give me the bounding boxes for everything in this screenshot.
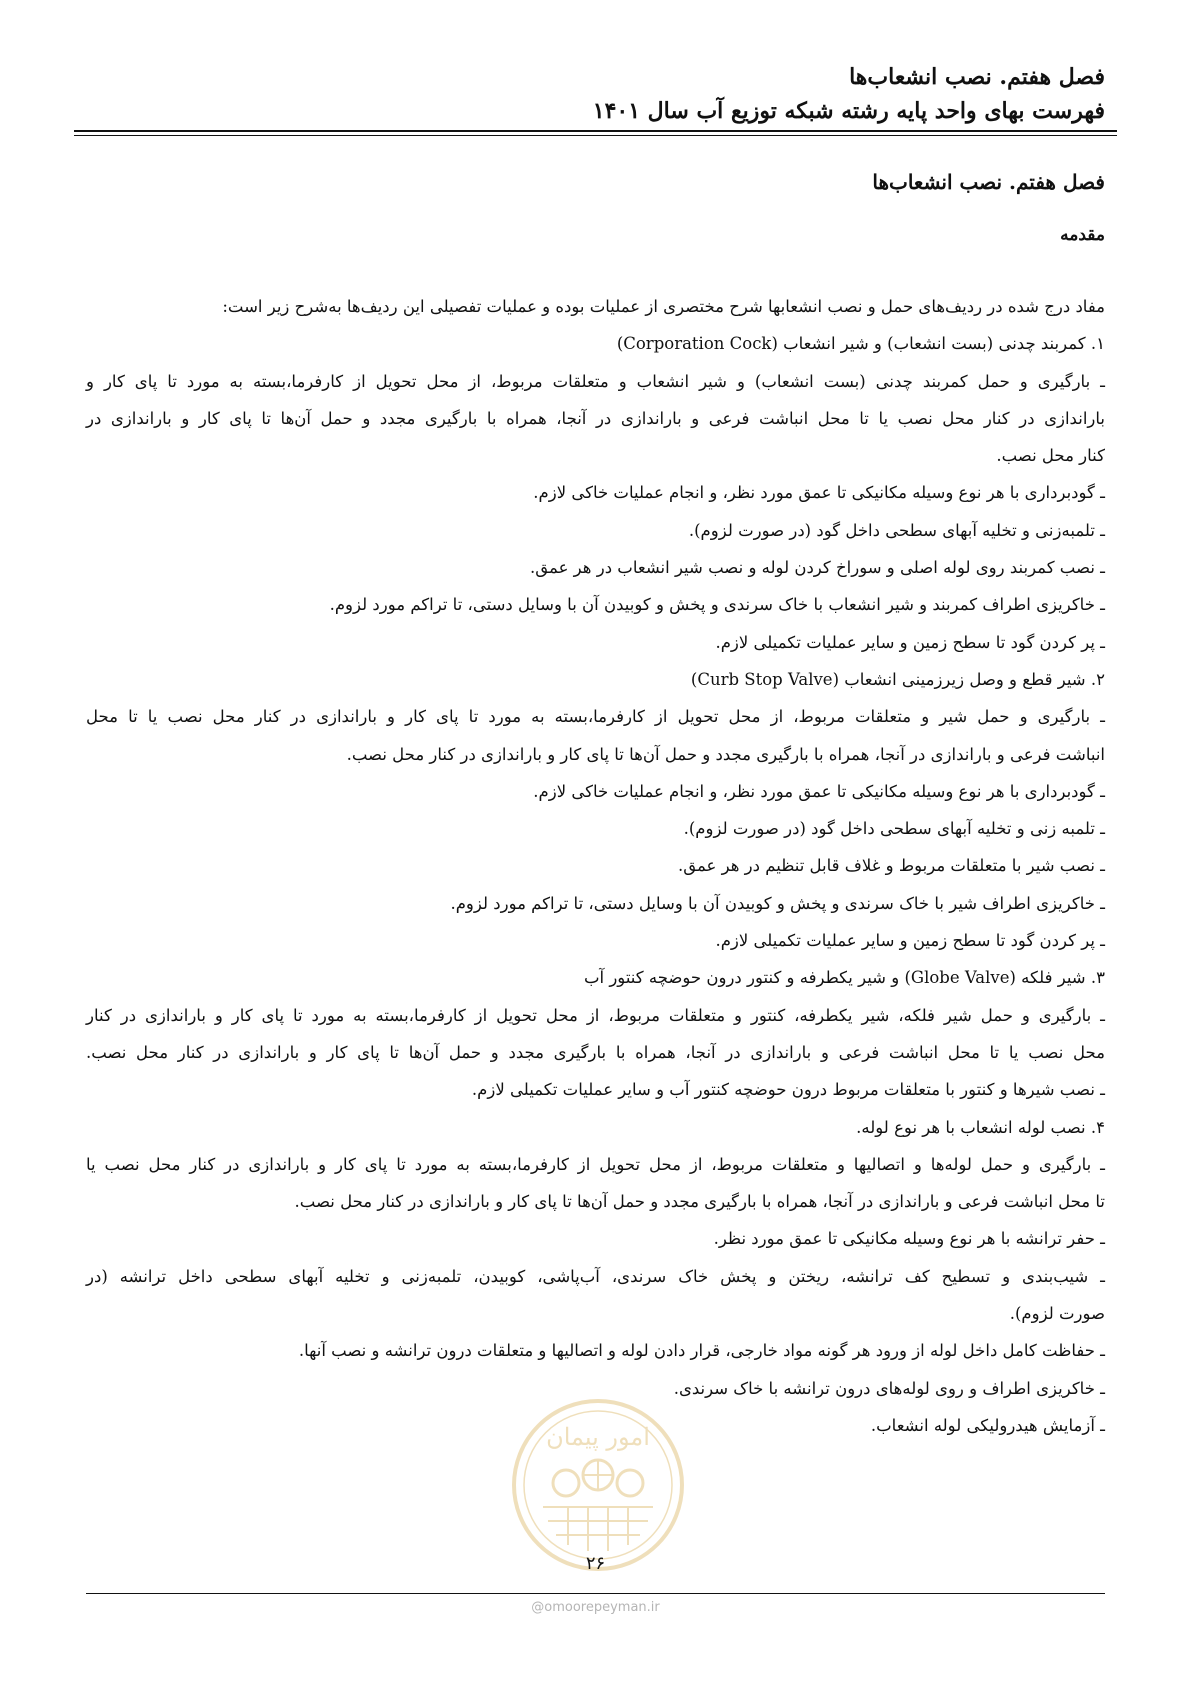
bullet-line: ـ آزمایش هیدرولیکی لوله انشعاب. — [870, 1415, 1105, 1435]
bullet-line: ـ نصب شیر با متعلقات مربوط و غلاف قابل تنظیم در هر عمق. — [678, 856, 1105, 876]
footer-rule — [86, 1593, 1105, 1594]
chapter-title: فصل هفتم. نصب انشعاب‌ها — [872, 170, 1105, 194]
text-line: ـ بارگیری و حمل شیر و متعلقات مربوط، از محل تحویل از کارفرما،بسته به مورد تا پای کار و باراندازی در کنار محل نصب یا تا محل — [86, 707, 1105, 727]
text-line: محل نصب یا تا محل انباشت فرعی و باراندازی در آنجا، همراه با بارگیری مجدد و حمل آن‌ها تا پای کار و باراندازی در کنار محل نصب. — [86, 1042, 1105, 1062]
header-rule-thin — [74, 135, 1117, 136]
text-line: تا محل انباشت فرعی و باراندازی در آنجا، همراه با بارگیری مجدد و حمل آن‌ها تا پای کار و باراندازی در کنار محل نصب. — [294, 1192, 1105, 1212]
bullet-line: ـ خاکریزی اطراف و روی لوله‌های درون ترانشه با خاک سرندی. — [673, 1378, 1105, 1398]
text-line: باراندازی در کنار محل نصب یا تا محل انباشت فرعی و باراندازی در آنجا، همراه با بارگیری مجدد و حمل آن‌ها تا پای کار و باراندازی در — [86, 408, 1105, 428]
body-text — [86, 288, 1105, 1444]
header-rule-thick — [74, 130, 1117, 132]
text-line: ـ بارگیری و حمل شیر فلکه، شیر یکطرفه، کنتور و متعلقات مربوط، از محل تحویل از کارفرما،بسته به مورد تا پای کار و باراندازی در کنار — [86, 1005, 1105, 1025]
bullet-line: ـ تلمبه‌زنی و تخلیه آبهای سطحی داخل گود (در صورت لزوم). — [688, 520, 1105, 540]
bullet-line: ـ خاکریزی اطراف شیر با خاک سرندی و پخش و کوبیدن آن با وسایل دستی، تا تراکم مورد لزوم. — [450, 893, 1105, 913]
bullet-line: ـ گودبرداری با هر نوع وسیله مکانیکی تا عمق مورد نظر، و انجام عملیات خاکی لازم. — [533, 781, 1105, 801]
bullet-line: ـ نصب کمربند روی لوله اصلی و سوراخ کردن لوله و نصب شیر انشعاب در هر عمق. — [530, 558, 1105, 578]
item-1-heading: ۱. کمربند چدنی (بست انشعاب) و شیر انشعاب (Corporation Cock) — [616, 334, 1105, 354]
bullet-line: ـ حفاظت کامل داخل لوله از ورود هر گونه مواد خارجی، قرار دادن لوله و اتصالیها و متعلقات درون ترانشه و نصب آنها. — [298, 1341, 1105, 1361]
bullet-line: ـ حفر ترانشه با هر نوع وسیله مکانیکی تا عمق مورد نظر. — [713, 1229, 1105, 1249]
text-line: ـ بارگیری و حمل لوله‌ها و اتصالیها و متعلقات مربوط، از محل تحویل از کارفرما،بسته به مورد تا پای کار و باراندازی در کنار محل نصب یا — [86, 1154, 1105, 1174]
section-title: مقدمه — [1060, 225, 1105, 245]
item-4-heading: ۴. نصب لوله انشعاب با هر نوع لوله. — [856, 1117, 1105, 1137]
bullet-line: ـ نصب شیرها و کنتور با متعلقات مربوط درون حوضچه کنتور آب و سایر عملیات تکمیلی لازم. — [471, 1080, 1105, 1100]
page-number: ۲۶ — [585, 1553, 606, 1574]
running-header-title: فهرست بهای واحد پایه رشته شبکه توزیع آب سال ۱۴۰۱ — [592, 98, 1105, 124]
item-3-heading: ۳. شیر فلکه (Globe Valve) و شیر یکطرفه و کنتور درون حوضچه کنتور آب — [583, 968, 1105, 988]
bullet-line: ـ خاکریزی اطراف کمربند و شیر انشعاب با خاک سرندی و پخش و کوبیدن آن با وسایل دستی، تا تراکم مورد لزوم. — [329, 595, 1105, 615]
text-line: ـ شیب‌بندی و تسطیح کف ترانشه، ریختن و پخش خاک سرندی، آب‌پاشی، کوبیدن، تلمبه‌زنی و تخلیه آبهای سطحی داخل ترانشه (در — [86, 1266, 1105, 1286]
bullet-line: ـ پر کردن گود تا سطح زمین و سایر عملیات تکمیلی لازم. — [715, 632, 1105, 652]
text-line: کنار محل نصب. — [996, 446, 1105, 466]
watermark-url: @omoorepeyman.ir — [531, 1600, 660, 1615]
watermark-seal-icon — [508, 1395, 688, 1575]
text-line: ـ بارگیری و حمل کمربند چدنی (بست انشعاب) و شیر انشعاب و متعلقات مربوط، از محل تحویل از کارفرما،بسته به مورد تا پای کار و — [86, 371, 1105, 391]
seal-text: امور پیمان — [546, 1423, 650, 1451]
bullet-line: ـ تلمبه زنی و تخلیه آبهای سطحی داخل گود (در صورت لزوم). — [683, 819, 1105, 839]
text-line: صورت لزوم). — [1009, 1304, 1105, 1324]
running-header-chapter: فصل هفتم. نصب انشعاب‌ها — [849, 64, 1105, 90]
bullet-line: ـ پر کردن گود تا سطح زمین و سایر عملیات تکمیلی لازم. — [715, 931, 1105, 951]
text-line: انباشت فرعی و باراندازی در آنجا، همراه با بارگیری مجدد و حمل آن‌ها تا پای کار و باراندازی در کنار محل نصب. — [346, 744, 1105, 764]
bullet-line: ـ گودبرداری با هر نوع وسیله مکانیکی تا عمق مورد نظر، و انجام عملیات خاکی لازم. — [533, 483, 1105, 503]
intro-paragraph: مفاد درج شده در ردیف‌های حمل و نصب انشعابها شرح مختصری از عملیات بوده و عملیات تفصیلی این ردیف‌ها به‌شرح زیر است: — [222, 297, 1105, 316]
item-2-heading: ۲. شیر قطع و وصل زیرزمینی انشعاب (Curb Stop Valve) — [690, 669, 1105, 689]
